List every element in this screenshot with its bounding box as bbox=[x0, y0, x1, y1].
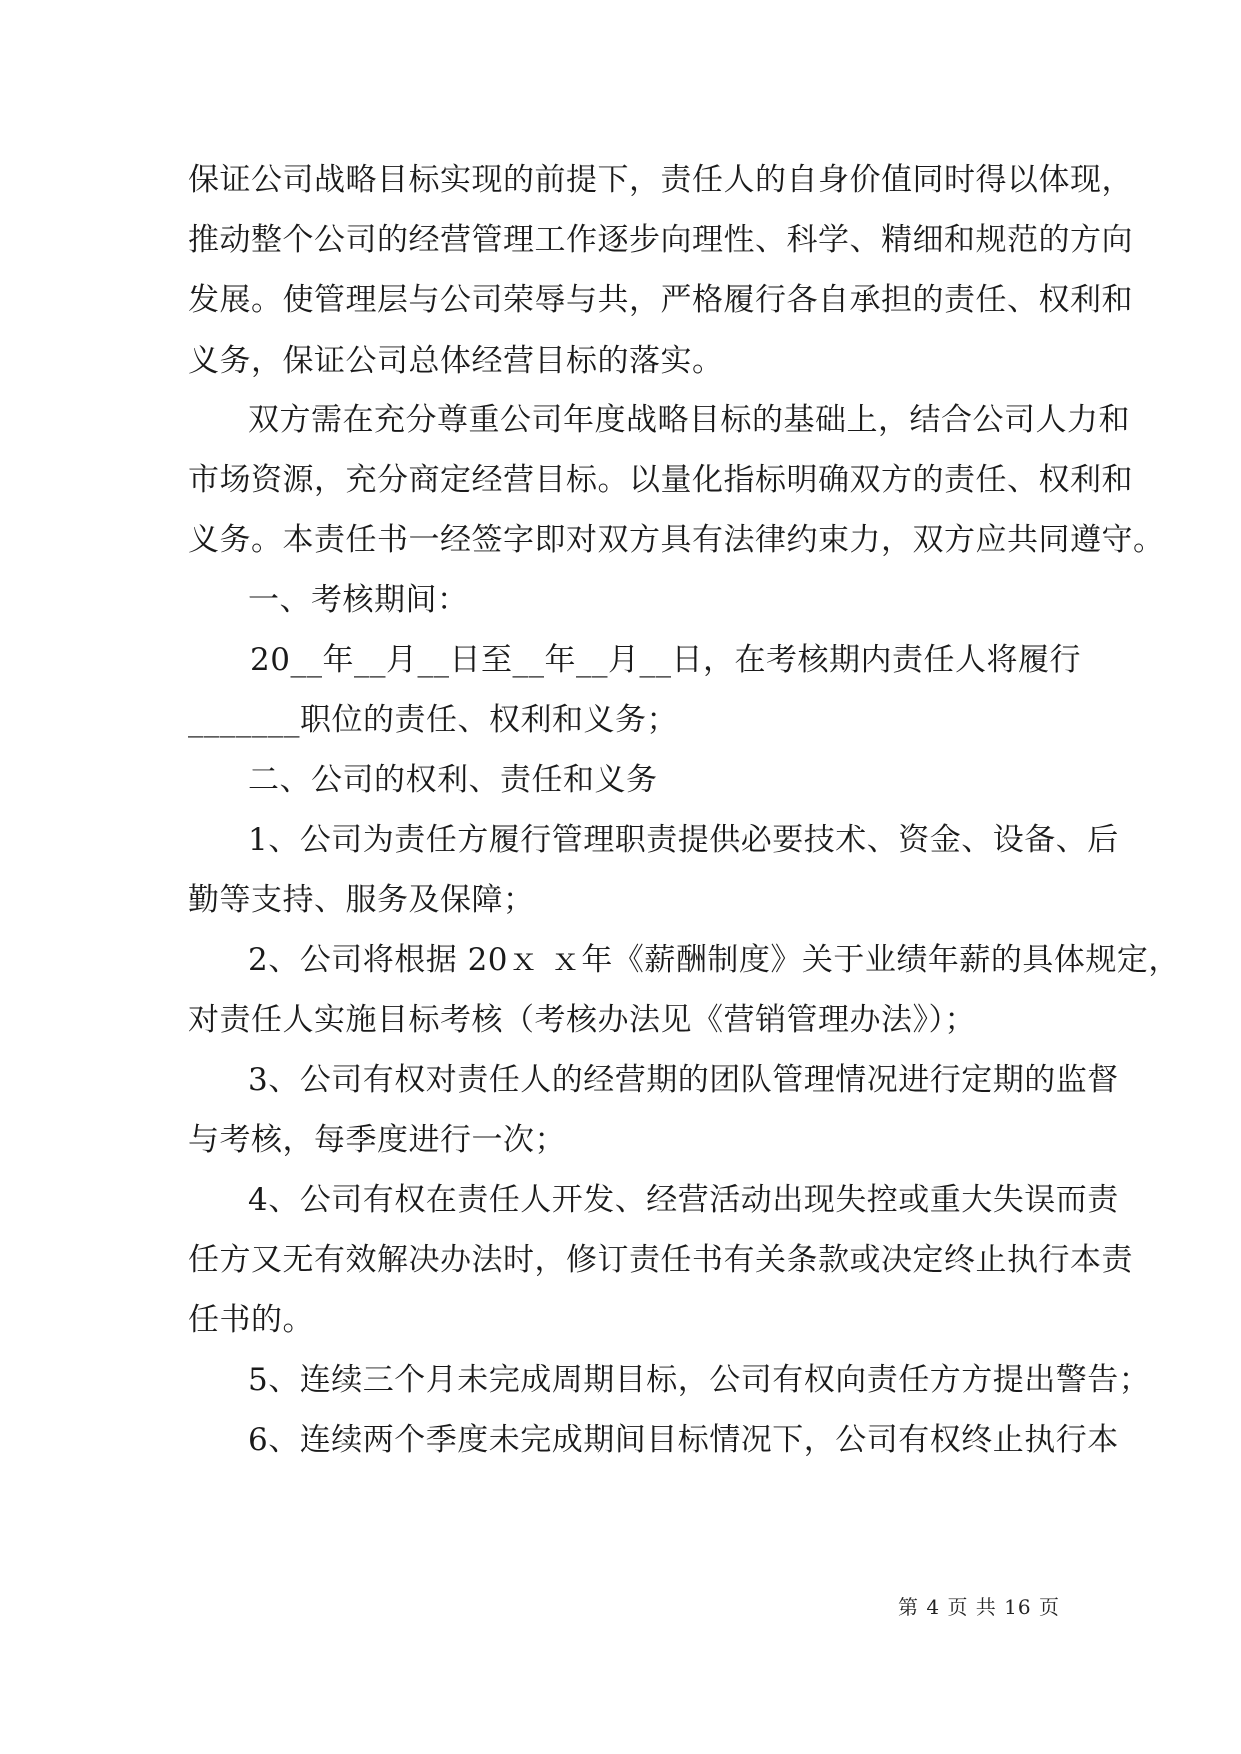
text-line: 双方需在充分尊重公司年度战略目标的基础上，结合公司人力和 bbox=[248, 402, 1130, 438]
text-line: 5、连续三个月未完成周期目标，公司有权向责任方方提出警告； bbox=[248, 1362, 1151, 1398]
text-line: 勤等支持、服务及保障； bbox=[188, 882, 535, 918]
text-line: 对责任人实施目标考核（考核办法见《营销管理办法》）； bbox=[188, 1002, 976, 1038]
page-number-footer: 第 4 页 共 16 页 bbox=[898, 1595, 1060, 1619]
text-line: 任方又无有效解决办法时，修订责任书有关条款或决定终止执行本责 bbox=[188, 1242, 1133, 1278]
text-line: 1、公司为责任方履行管理职责提供必要技术、资金、设备、后 bbox=[248, 822, 1119, 858]
text-line: 任书的。 bbox=[188, 1302, 314, 1338]
text-line: 与考核，每季度进行一次； bbox=[188, 1122, 566, 1158]
section-heading: 二、公司的权利、责任和义务 bbox=[248, 762, 658, 798]
text-line: 发展。使管理层与公司荣辱与共，严格履行各自承担的责任、权利和 bbox=[188, 282, 1133, 318]
text-line: 20__年__月__日至__年__月__日，在考核期内责任人将履行 bbox=[250, 642, 1081, 678]
text-line: 义务，保证公司总体经营目标的落实。 bbox=[188, 343, 724, 379]
text-line: 保证公司战略目标实现的前提下，责任人的自身价值同时得以体现， bbox=[188, 162, 1133, 198]
text-line: 3、公司有权对责任人的经营期的团队管理情况进行定期的监督 bbox=[248, 1062, 1119, 1098]
section-heading: 一、考核期间： bbox=[248, 582, 469, 618]
text-line: 2、公司将根据 20ｘ ｘ年《薪酬制度》关于业绩年薪的具体规定， bbox=[248, 942, 1180, 978]
text-line: 6、连续两个季度未完成期间目标情况下，公司有权终止执行本 bbox=[248, 1422, 1119, 1458]
text-line: _______职位的责任、权利和义务； bbox=[188, 702, 678, 738]
text-line: 推动整个公司的经营管理工作逐步向理性、科学、精细和规范的方向 bbox=[188, 222, 1133, 258]
text-line: 义务。本责任书一经签字即对双方具有法律约束力，双方应共同遵守。 bbox=[188, 522, 1165, 558]
text-line: 市场资源，充分商定经营目标。以量化指标明确双方的责任、权利和 bbox=[188, 462, 1133, 498]
text-line: 4、公司有权在责任人开发、经营活动出现失控或重大失误而责 bbox=[248, 1182, 1119, 1218]
